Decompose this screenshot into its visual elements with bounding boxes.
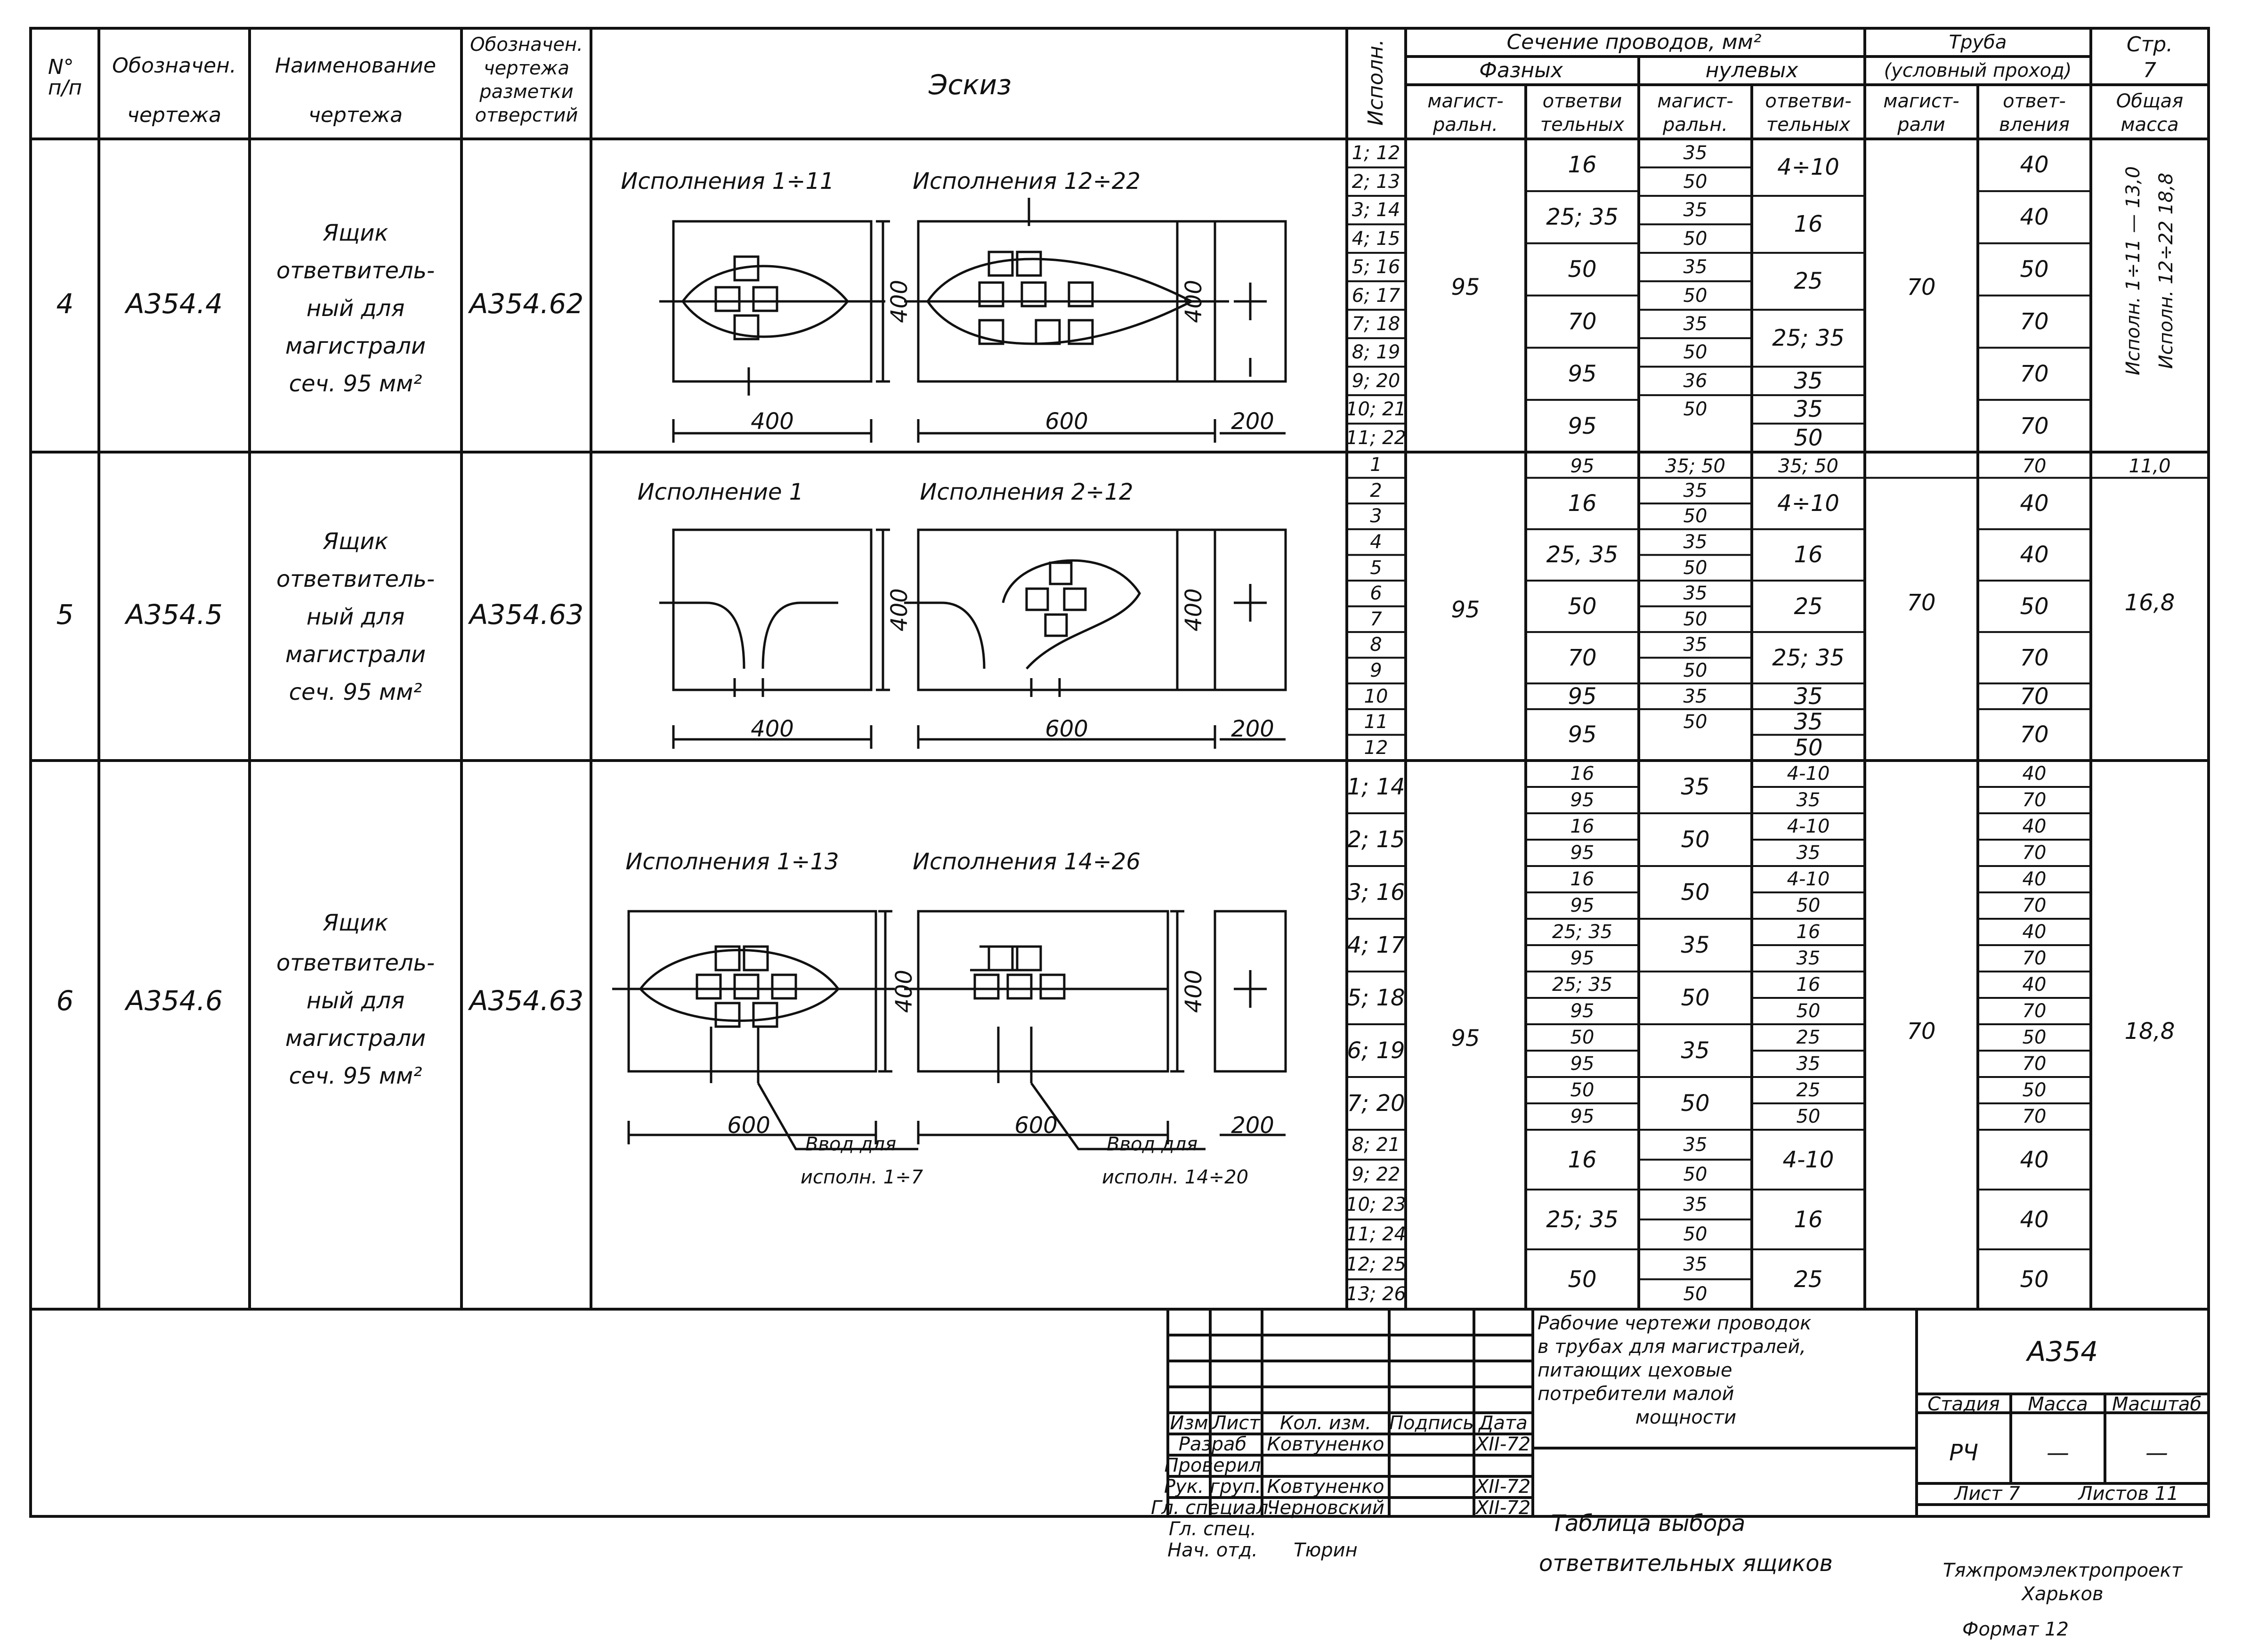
row5-pipe-branch: 70 <box>2020 721 2049 748</box>
sheet-value: Лист 7 <box>1954 1483 2020 1505</box>
row6-tail-neutral-trunk: 35 <box>1683 1193 1708 1215</box>
row6-tail-neutral-trunk: 50 <box>1683 1223 1708 1246</box>
row4-variant: 8; 19 <box>1352 341 1400 364</box>
row6-neutral-trunk: 50 <box>1681 985 1710 1011</box>
row5-variant: 6 <box>1370 583 1382 605</box>
col-variant-header: Исполн. <box>1364 39 1388 126</box>
row5-name-2: ответвитель- <box>276 566 435 592</box>
row6-variant: 9; 22 <box>1352 1164 1400 1186</box>
row5-neutral-trunk: 35 <box>1683 634 1708 656</box>
row5-neutral-trunk: 50 <box>1683 659 1708 681</box>
row4-marking: А354.62 <box>469 288 584 320</box>
row5-dim-e: 400 <box>1181 588 1207 632</box>
row4-pipe-trunk: 70 <box>1907 274 1936 300</box>
row5-variant: 11 <box>1364 711 1388 733</box>
row6-branch: 25; 35 <box>1552 921 1612 943</box>
row6-tail-neutral-branch: 25 <box>1794 1266 1823 1293</box>
signature-role: Разраб <box>1178 1433 1247 1455</box>
phase-header: Фазных <box>1479 58 1563 82</box>
row4-neutral-branch: 35 <box>1794 396 1823 423</box>
row4-pipe-branch: 40 <box>2020 204 2049 231</box>
row4-neutral-trunk: 50 <box>1683 341 1708 364</box>
row4-pipe-branch: 70 <box>2020 360 2049 387</box>
pipe-trunk-h1: магист- <box>1883 90 1959 112</box>
row5-neutral-trunk: 50 <box>1683 608 1708 630</box>
row4-neutral-trunk: 35 <box>1683 142 1708 164</box>
row6-neutral-branch: 35 <box>1796 947 1821 969</box>
row6-name-4: магистрали <box>285 1025 426 1052</box>
col-name-header-1: Наименование <box>275 54 436 78</box>
row6-pipe-branch: 70 <box>2022 947 2047 969</box>
signature-col-header: Лист <box>1212 1412 1260 1434</box>
row5-variant: 12 <box>1364 737 1388 759</box>
org-name: Тяжпромэлектропроект <box>1943 1560 2183 1581</box>
row5-neutral-trunk: 50 <box>1683 557 1708 579</box>
row4-branch: 70 <box>1568 308 1597 335</box>
phase-branch-h1: ответви <box>1542 90 1622 112</box>
row5-sketch-label-b: Исполнения 2÷12 <box>920 479 1133 505</box>
row6-branch: 25; 35 <box>1552 974 1612 996</box>
row6-pipe-branch: 70 <box>2022 842 2047 864</box>
row4-neutral-trunk: 50 <box>1683 398 1708 421</box>
pipe-branch-h1: ответ- <box>2003 90 2066 112</box>
signature-date: XII-72 <box>1475 1497 1531 1519</box>
project-line-2: в трубах для магистралей, <box>1538 1336 1806 1358</box>
section-header: Сечение проводов, мм² <box>1506 30 1762 54</box>
row6-pipe-branch: 70 <box>2022 1053 2047 1075</box>
row6-pipe-branch: 40 <box>2022 974 2047 996</box>
row4-variant: 3; 14 <box>1352 199 1400 221</box>
row5-designation: А354.5 <box>126 599 223 631</box>
signature-name: Черновский <box>1267 1497 1384 1519</box>
row4-dim-c: 200 <box>1231 408 1274 435</box>
row4-branch: 25; 35 <box>1546 204 1619 231</box>
row4-neutral-branch: 4÷10 <box>1777 154 1839 181</box>
row5-neutral-trunk: 35 <box>1683 531 1708 553</box>
row6-note-b2: исполн. 14÷20 <box>1102 1166 1249 1188</box>
row5-variant: 1 <box>1370 454 1382 476</box>
row6-dim-a: 600 <box>727 1112 770 1139</box>
row6-tail-pipe-branch: 40 <box>2020 1146 2049 1173</box>
row6-variant: 2; 15 <box>1347 826 1405 853</box>
scale-header: Масштаб <box>2112 1393 2202 1415</box>
row4-pipe-branch: 70 <box>2020 413 2049 439</box>
stage-value: РЧ <box>1949 1440 1978 1466</box>
row5-variant: 8 <box>1370 634 1382 656</box>
row6-variant: 1; 14 <box>1347 774 1405 800</box>
neutral-trunk-h2: ральн. <box>1663 114 1728 136</box>
row5-number: 5 <box>56 599 74 631</box>
row6-branch: 16 <box>1570 816 1594 837</box>
row4-sketch-label-b: Исполнения 12÷22 <box>913 168 1141 194</box>
row5-variant: 7 <box>1370 608 1382 630</box>
row6-mass: 18,8 <box>2124 1018 2175 1045</box>
row6-branch: 95 <box>1570 895 1594 916</box>
row6-tail-pipe-branch: 40 <box>2020 1206 2049 1233</box>
row6-variant: 12; 25 <box>1346 1253 1406 1275</box>
col-sketch-header: Эскиз <box>929 69 1012 101</box>
row6-neutral-branch: 35 <box>1796 1053 1821 1075</box>
row6-tail-neutral-trunk: 35 <box>1683 1134 1708 1156</box>
signature-col-header: Кол. изм. <box>1279 1412 1372 1434</box>
row6-name-1: Ящик <box>323 910 389 936</box>
row4-neutral-branch: 50 <box>1794 424 1823 451</box>
row4-neutral-branch: 25 <box>1794 268 1823 295</box>
signature-col-header: Дата <box>1479 1412 1528 1434</box>
row6-neutral-branch: 4-10 <box>1787 868 1830 890</box>
row6-neutral-branch: 4-10 <box>1787 816 1830 837</box>
row6-neutral-trunk: 35 <box>1681 774 1710 800</box>
row6-neutral-trunk: 50 <box>1681 879 1710 906</box>
row5-neutral-branch: 35 <box>1794 709 1823 736</box>
row6-variant: 13; 26 <box>1346 1283 1406 1305</box>
signature-name: Ковтуненко <box>1267 1476 1384 1498</box>
row4-neutral-branch: 35 <box>1794 367 1823 394</box>
row6-tail-neutral-branch: 16 <box>1794 1206 1823 1233</box>
row4-neutral-trunk: 50 <box>1683 284 1708 307</box>
row5-neutral-trunk: 35 <box>1683 685 1708 707</box>
row4-variant: 1; 12 <box>1352 142 1400 164</box>
row5-name-4: магистрали <box>285 641 426 668</box>
row6-branch: 95 <box>1570 1053 1594 1075</box>
row4-branch: 50 <box>1568 256 1597 283</box>
row6-name-5: сеч. 95 мм² <box>289 1063 422 1089</box>
row5-variant: 3 <box>1370 505 1382 527</box>
col-name-header-2: чертежа <box>308 103 403 127</box>
mass-value: — <box>2047 1440 2069 1466</box>
row4-neutral-trunk: 36 <box>1683 370 1708 392</box>
row6-sketch-label-b: Исполнения 14÷26 <box>913 849 1141 875</box>
signature-role: Гл. специал. <box>1150 1497 1275 1519</box>
row6-pipe-trunk: 70 <box>1907 1018 1936 1045</box>
phase-trunk-h1: магист- <box>1427 90 1504 112</box>
row5-neutral-branch: 35 <box>1794 683 1823 710</box>
row6-sketch-label-a: Исполнения 1÷13 <box>625 849 839 875</box>
col-marking-header-3: разметки <box>479 81 574 103</box>
row6-dim-b: 600 <box>1014 1112 1058 1139</box>
row4-variant: 4; 15 <box>1352 227 1400 250</box>
row6-number: 6 <box>56 985 74 1017</box>
signature-col-header: Изм <box>1170 1412 1208 1434</box>
sheets-value: Листов 11 <box>2078 1483 2179 1505</box>
row6-name-3: ный для <box>306 988 405 1014</box>
doc-title-1: Таблица выбора <box>1551 1510 1746 1537</box>
row5-variant: 9 <box>1370 659 1382 681</box>
signature-col-header: Подпись <box>1389 1412 1474 1434</box>
row5-variant: 4 <box>1370 531 1382 553</box>
signature-date: XII-72 <box>1475 1476 1531 1498</box>
row6-name-2: ответвитель- <box>276 950 435 976</box>
row4-number: 4 <box>56 288 74 320</box>
project-line-1: Рабочие чертежи проводок <box>1538 1312 1812 1334</box>
sheet-number: 7 <box>2143 58 2156 82</box>
signature-name: Тюрин <box>1294 1539 1358 1561</box>
row6-neutral-branch: 4-10 <box>1787 763 1830 785</box>
row6-marking: А354.63 <box>469 985 584 1017</box>
row6-variant: 8; 21 <box>1352 1134 1400 1156</box>
doc-title-2: ответвительных ящиков <box>1539 1550 1833 1577</box>
row4-variant: 2; 13 <box>1352 170 1400 193</box>
row4-neutral-trunk: 35 <box>1683 199 1708 221</box>
pipe-header-2: (условный проход) <box>1884 60 2072 81</box>
row6-branch: 95 <box>1570 1000 1594 1022</box>
row4-variant: 6; 17 <box>1352 284 1400 307</box>
row6-dim-c: 200 <box>1231 1112 1274 1139</box>
row6-neutral-trunk: 50 <box>1681 1090 1710 1117</box>
row5-sketch-label-a: Исполнение 1 <box>637 479 804 505</box>
row6-branch: 16 <box>1570 763 1594 785</box>
row4-name-5: сеч. 95 мм² <box>289 371 422 397</box>
row6-branch: 16 <box>1570 868 1594 890</box>
row5-neutral-branch: 25 <box>1794 593 1823 620</box>
row6-tail-neutral-trunk: 50 <box>1683 1283 1708 1305</box>
row6-neutral-trunk: 50 <box>1681 826 1710 853</box>
row4-neutral-branch: 16 <box>1794 211 1823 238</box>
row5-first-pipe: 70 <box>2022 455 2047 477</box>
row6-note-a2: исполн. 1÷7 <box>801 1166 923 1188</box>
row6-variant: 6; 19 <box>1347 1037 1405 1064</box>
row5-neutral-branch: 50 <box>1794 734 1823 761</box>
project-line-3: питающих цеховые <box>1538 1360 1732 1381</box>
neutral-branch-h1: ответви- <box>1765 90 1852 112</box>
row6-note-a1: Ввод для <box>805 1134 897 1155</box>
row4-variant: 9; 20 <box>1352 370 1400 392</box>
row5-first-mass: 11,0 <box>2129 455 2171 477</box>
signature-role: Нач. отд. <box>1167 1539 1258 1561</box>
scale-value: — <box>2145 1440 2168 1466</box>
row5-variant: 10 <box>1364 685 1388 707</box>
row5-branch: 70 <box>1568 644 1597 671</box>
row6-pipe-branch: 70 <box>2022 1000 2047 1022</box>
row4-variant: 10; 21 <box>1346 398 1406 421</box>
row6-tail-branch: 25; 35 <box>1546 1206 1619 1233</box>
mass-header: Масса <box>2028 1393 2088 1415</box>
stage-header: Стадия <box>1927 1393 2000 1415</box>
row6-pipe-branch: 70 <box>2022 1106 2047 1127</box>
row4-neutral-trunk: 50 <box>1683 170 1708 193</box>
pipe-branch-h2: вления <box>1999 114 2070 136</box>
signature-role: Рук. груп. <box>1164 1476 1262 1498</box>
row6-phase-trunk: 95 <box>1451 1025 1480 1052</box>
row5-branch: 95 <box>1568 721 1597 748</box>
row6-pipe-branch: 70 <box>2022 789 2047 811</box>
row6-pipe-branch: 50 <box>2022 1027 2047 1048</box>
row6-variant: 7; 20 <box>1347 1090 1405 1117</box>
row6-branch: 50 <box>1570 1027 1594 1048</box>
row6-branch: 95 <box>1570 842 1594 864</box>
row6-neutral-branch: 16 <box>1796 921 1821 943</box>
row4-name-3: ный для <box>306 295 405 322</box>
project-line-5: мощности <box>1635 1407 1737 1428</box>
row5-dim-c: 200 <box>1231 716 1274 742</box>
row4-name-4: магистрали <box>285 333 426 359</box>
row6-neutral-trunk: 35 <box>1681 1037 1710 1064</box>
row4-dim-d: 400 <box>886 280 913 323</box>
pipe-trunk-h2: рали <box>1897 114 1945 136</box>
row5-neutral-trunk: 35 <box>1683 479 1708 502</box>
phase-branch-h2: тельных <box>1540 114 1625 136</box>
row6-tail-branch: 50 <box>1568 1266 1597 1293</box>
row5-pipe-branch: 70 <box>2020 683 2049 710</box>
row4-branch: 16 <box>1568 152 1597 178</box>
mass-h1: Общая <box>2116 90 2184 112</box>
row4-variant: 11; 22 <box>1346 427 1406 449</box>
row4-branch: 95 <box>1568 413 1597 439</box>
row5-pipe-trunk: 70 <box>1907 590 1936 616</box>
row5-neutral-trunk: 50 <box>1683 711 1708 733</box>
row4-designation: А354.4 <box>126 288 223 320</box>
row4-neutral-trunk: 50 <box>1683 227 1708 250</box>
col-designation-header-2: чертежа <box>127 103 222 127</box>
row4-sketch-label-a: Исполнения 1÷11 <box>621 168 834 194</box>
neutral-header: нулевых <box>1705 58 1798 82</box>
col-designation-header-1: Обозначен. <box>112 54 236 78</box>
org-city: Харьков <box>2022 1583 2104 1605</box>
row6-tail-neutral-branch: 4-10 <box>1782 1146 1834 1173</box>
row5-marking: А354.63 <box>469 599 584 631</box>
row6-neutral-branch: 50 <box>1796 1000 1821 1022</box>
row5-neutral-branch: 4÷10 <box>1777 490 1839 517</box>
row6-neutral-branch: 16 <box>1796 974 1821 996</box>
project-line-4: потребители малой <box>1538 1383 1734 1405</box>
row6-variant: 5; 18 <box>1347 985 1405 1011</box>
row4-phase-trunk: 95 <box>1451 274 1480 300</box>
row6-neutral-branch: 50 <box>1796 1106 1821 1127</box>
row5-phase-trunk: 95 <box>1451 597 1480 623</box>
row6-variant: 4; 17 <box>1347 932 1405 958</box>
row6-tail-neutral-trunk: 50 <box>1683 1164 1708 1186</box>
col-marking-header-4: отверстий <box>475 105 578 126</box>
row5-branch: 50 <box>1568 593 1597 620</box>
row6-neutral-trunk: 35 <box>1681 932 1710 958</box>
row5-neutral-trunk: 50 <box>1683 505 1708 527</box>
row6-tail-branch: 16 <box>1568 1146 1597 1173</box>
doc-code: А354 <box>2027 1336 2098 1368</box>
row4-mass-a: Исполн. 1÷11 — 13,0 <box>2122 166 2144 376</box>
row5-dim-a: 400 <box>751 716 794 742</box>
row4-mass-b: Исполн. 12÷22 18,8 <box>2155 172 2177 369</box>
row6-neutral-branch: 25 <box>1796 1079 1821 1101</box>
signature-role: Проверил <box>1164 1455 1261 1476</box>
row4-pipe-branch: 50 <box>2020 256 2049 283</box>
sheet-label: Стр. <box>2126 32 2173 57</box>
row5-branch: 95 <box>1568 683 1597 710</box>
row6-pipe-branch: 40 <box>2022 816 2047 837</box>
row5-name-3: ный для <box>306 604 405 630</box>
row5-branch: 25, 35 <box>1546 542 1619 568</box>
row6-neutral-branch: 25 <box>1796 1027 1821 1048</box>
row4-dim-a: 400 <box>751 408 794 435</box>
row6-neutral-branch: 35 <box>1796 789 1821 811</box>
row4-dim-e: 400 <box>1181 280 1207 323</box>
row5-dim-d: 400 <box>886 588 913 632</box>
row4-neutral-trunk: 35 <box>1683 313 1708 335</box>
col-marking-header-1: Обозначен. <box>470 34 583 56</box>
signature-name: Ковтуненко <box>1267 1433 1384 1455</box>
row6-tail-pipe-branch: 50 <box>2020 1266 2049 1293</box>
row5-pipe-branch: 50 <box>2020 593 2049 620</box>
row4-name-2: ответвитель- <box>276 258 435 284</box>
row5-neutral-branch: 16 <box>1794 542 1823 568</box>
signature-role: Гл. спец. <box>1169 1518 1256 1540</box>
row6-branch: 95 <box>1570 1106 1594 1127</box>
row5-name-5: сеч. 95 мм² <box>289 679 422 705</box>
row4-branch: 95 <box>1568 360 1597 387</box>
row6-variant: 11; 24 <box>1346 1223 1406 1246</box>
row6-branch: 95 <box>1570 947 1594 969</box>
pipe-header-1: Труба <box>1949 32 2007 53</box>
mass-h2: масса <box>2121 114 2179 136</box>
row4-neutral-branch: 25; 35 <box>1772 325 1845 352</box>
row5-mass: 16,8 <box>2124 590 2175 616</box>
row5-neutral-branch: 25; 35 <box>1772 644 1845 671</box>
row6-branch: 95 <box>1570 789 1594 811</box>
row5-variant: 5 <box>1370 557 1382 579</box>
row5-dim-b: 600 <box>1045 716 1088 742</box>
row6-dim-d: 400 <box>891 970 917 1013</box>
row6-tail-neutral-trunk: 35 <box>1683 1253 1708 1275</box>
row5-first-branch: 95 <box>1570 455 1594 477</box>
row6-note-b1: Ввод для <box>1107 1134 1198 1155</box>
row6-neutral-branch: 50 <box>1796 895 1821 916</box>
row5-first-nt: 35; 50 <box>1665 455 1725 477</box>
row6-designation: А354.6 <box>126 985 223 1017</box>
row6-pipe-branch: 70 <box>2022 895 2047 916</box>
row4-variant: 7; 18 <box>1352 313 1400 335</box>
row6-variant: 10; 23 <box>1346 1193 1406 1215</box>
row6-dim-e: 400 <box>1181 970 1207 1013</box>
sketch-box-row6 <box>612 911 1286 1149</box>
row4-pipe-branch: 40 <box>2020 152 2049 178</box>
row4-dim-b: 600 <box>1045 408 1088 435</box>
row5-pipe-branch: 40 <box>2020 490 2049 517</box>
row6-pipe-branch: 50 <box>2022 1079 2047 1101</box>
table-frame <box>31 28 2209 1519</box>
row6-pipe-branch: 40 <box>2022 763 2047 785</box>
row4-neutral-trunk: 35 <box>1683 256 1708 278</box>
row5-variant: 2 <box>1370 479 1382 502</box>
signature-date: XII-72 <box>1475 1433 1531 1455</box>
row6-neutral-branch: 35 <box>1796 842 1821 864</box>
col-marking-header-2: чертежа <box>483 57 570 79</box>
row5-neutral-trunk: 35 <box>1683 583 1708 605</box>
col-num-header: N° п/п <box>48 55 82 100</box>
row5-pipe-branch: 40 <box>2020 542 2049 568</box>
row5-pipe-branch: 70 <box>2020 644 2049 671</box>
row5-first-nb: 35; 50 <box>1778 455 1838 477</box>
row6-branch: 50 <box>1570 1079 1594 1101</box>
row5-name-1: Ящик <box>323 528 389 555</box>
row6-pipe-branch: 40 <box>2022 868 2047 890</box>
phase-trunk-h2: ральн. <box>1433 114 1498 136</box>
format-label: Формат 12 <box>1962 1619 2069 1640</box>
neutral-trunk-h1: магист- <box>1657 90 1733 112</box>
row4-variant: 5; 16 <box>1352 256 1400 278</box>
neutral-branch-h2: тельных <box>1766 114 1851 136</box>
row4-name-1: Ящик <box>323 220 389 246</box>
row4-pipe-branch: 70 <box>2020 308 2049 335</box>
row6-pipe-branch: 40 <box>2022 921 2047 943</box>
row6-variant: 3; 16 <box>1347 879 1405 906</box>
row5-branch: 16 <box>1568 490 1597 517</box>
